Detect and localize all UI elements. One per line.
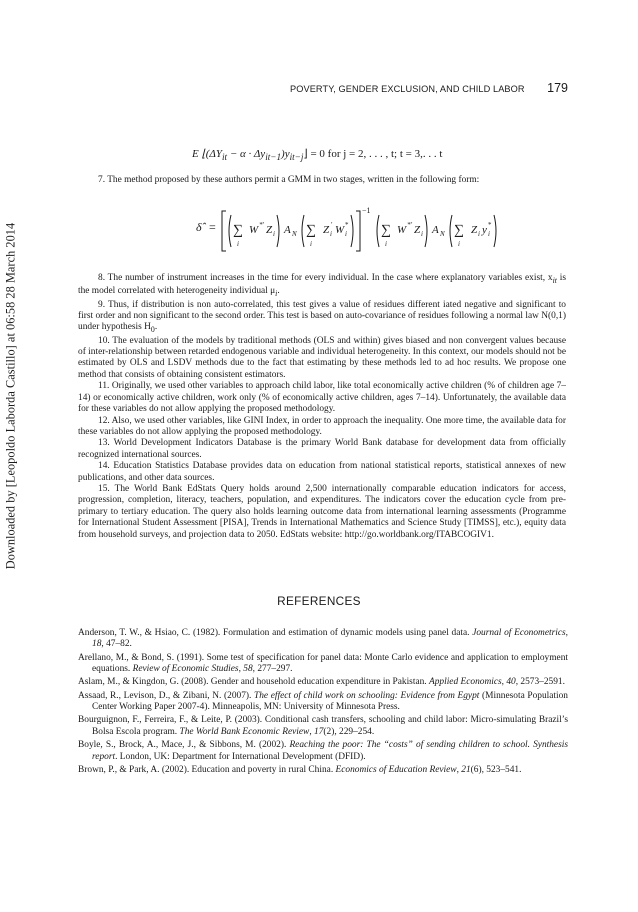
eq2-z2-sub: i: [330, 230, 332, 238]
eq2-inverse-exponent: −1: [362, 206, 371, 215]
ref-pages: (2), 229–254.: [323, 726, 375, 737]
ref-text: ,: [456, 764, 462, 775]
eq2-z4-sub: i: [478, 230, 480, 238]
eq1-lhs: E ⌊(ΔY: [192, 148, 222, 160]
ref-source: The effect of child work on schooling: Evidence from Egypt: [254, 690, 480, 701]
eq2-a2-sub: N: [440, 230, 445, 238]
download-watermark-text: Downloaded by [Leopoldo Laborda Castillo] at 06:58 28 March 2014: [3, 222, 18, 569]
note-8: [78, 273, 566, 300]
eq2-sum-4: ∑: [454, 223, 464, 238]
ref-volume: 18: [92, 639, 102, 650]
ref-text: Boyle, S., Brock, A., Mace, J., & Sibbons, M. (2002).: [78, 740, 290, 751]
note-15: 15. The World Bank EdStats Query holds around 2,500 internationally comparable education indicators for access, progression, completion, literacy, teachers, population, and expenditures. The indicators cover the education cycle from pre-primary to tertiary education. The query also holds learning outcome data from international learning assessments (Programme for International Student Assessment [PISA], Trends in International Mathematics and Science Study [TIMSS], etc.), equity data from household surveys, and projection data to 2050. EdStats website: http://go.worldbank.org/ITABCOGIV1.: [78, 483, 566, 540]
ref-source: The World Bank Economic Review: [179, 726, 310, 737]
ref-volume: 21: [461, 764, 471, 775]
eq2-sum-2: ∑: [306, 223, 316, 238]
eq2-y-sub: i: [488, 230, 490, 238]
note-13: 13. World Development Indicators Database is the primary World Bank database for development data from officially recognized international sources.: [78, 438, 566, 460]
ref-text: Brown, P., & Park, A. (2002). Education and poverty in rural China.: [78, 764, 336, 775]
eq2-sum-2-index: i: [310, 240, 312, 248]
ref-text: Arellano, M., & Bond, S. (1991). Some test of specification for panel data: Monte Carlo evidence and application to employment equations.: [78, 652, 568, 675]
gmm-estimator-equation: [196, 203, 516, 259]
ref-source: Economics of Education Review: [335, 764, 457, 775]
endnotes: [78, 273, 566, 541]
ref-text: ,: [238, 664, 244, 675]
moment-condition-equation: [192, 147, 442, 162]
note-8-text-a: 8. The number of instrument increases in the time for every individual. In the case where explanatory variables exist, x: [98, 273, 553, 283]
ref-pages: , 47–82.: [101, 639, 132, 650]
note-9-sub-0: 0: [150, 325, 155, 335]
eq2-z4: Z: [471, 224, 478, 236]
eq2-z2: Z: [323, 224, 330, 236]
ref-text: Assaad, R., Levison, D., & Zibani, N. (2007).: [78, 690, 254, 701]
ref-source: Journal of Econometrics: [472, 628, 566, 638]
reference-item: [78, 740, 568, 763]
eq2-sum-1-index: i: [237, 240, 239, 248]
eq2-w1-sup: *′: [259, 221, 265, 229]
eq2-a1: A: [284, 224, 291, 236]
eq2-y: y: [482, 224, 487, 236]
eq2-delta-hat: δ̂: [196, 220, 202, 234]
reference-item: [78, 628, 568, 651]
ref-volume: 58: [243, 664, 253, 675]
ref-text: ,: [309, 726, 315, 737]
ref-text: . London, UK: Department for International Development (DFID).: [115, 751, 366, 762]
running-title: POVERTY, GENDER EXCLUSION, AND CHILD LABOR: [290, 84, 525, 94]
eq2-a2: A: [432, 224, 439, 236]
download-watermark: [2, 168, 20, 623]
eq2-sum-3: ∑: [381, 223, 391, 238]
eq2-w3-sup: *′: [407, 221, 413, 229]
reference-list: [78, 628, 568, 778]
note-10: 10. The evaluation of the models by traditional methods (OLS and within) gives biased and non convergent values because of inter-relationship between retarded endogenous variable and individual heterogeneity. In this context, our models should not be estimated by OLS and LSDV methods due to the fact that estimating by these methods led to ad hoc results. We propose one method that consists of obtaining consistent estimators.: [78, 335, 566, 380]
reference-item: [78, 653, 568, 676]
note-8-text-c: .: [277, 286, 280, 297]
eq2-w2-sup: *: [345, 221, 349, 229]
eq2-z3: Z: [414, 224, 421, 236]
eq2-w2: W: [335, 224, 345, 236]
reference-item: [78, 677, 568, 688]
eq2-w2-sub: i: [345, 230, 347, 238]
ref-text: ,: [501, 677, 507, 688]
running-header: [290, 81, 568, 95]
ref-pages: , 277–297.: [252, 664, 293, 675]
note-12: 12. Also, we used other variables, like GINI Index, in order to approach the inequality. One more time, the available data for these variables do not allow applying the proposed methodology.: [78, 415, 566, 437]
note-11: 11. Originally, we used other variables to approach child labor, like total economically active children (% of children age 7–14) or economically active children, work only (% of economically active children, ages 7–14). Unfortunately, the available data for these variables do not allow applying the proposed methodology.: [78, 381, 566, 415]
eq2-z1: Z: [266, 224, 273, 236]
eq2-z3-sub: i: [421, 230, 423, 238]
eq2-z2-sup: ′: [331, 221, 333, 229]
reference-item: [78, 715, 568, 738]
note-9-text-c: .: [154, 322, 158, 333]
ref-text: Aslam, M., & Kingdon, G. (2008). Gender and household education expenditure in Pakistan.: [78, 677, 429, 688]
eq2-sum-4-index: i: [458, 240, 460, 248]
ref-pages: , 2573–2591.: [515, 677, 565, 688]
ref-source: Reaching the poor: The “costs” of sending children to school. Synthesis report: [92, 740, 568, 762]
note-8-sub-it: it: [552, 275, 557, 285]
note-9-text-a: 9. Thus, if distribution is non auto-correlated, this test gives a value of residues different iated negative and significant to first order and non significant to the second order. This test is based on auto-covariance of residues following a normal law N(0,1) under hypothesis H: [78, 299, 566, 333]
eq1-sub-it: it: [222, 152, 228, 163]
ref-source: Review of Economic Studies: [132, 664, 239, 675]
eq2-a1-sub: N: [292, 230, 297, 238]
note-9: [78, 300, 566, 336]
eq1-sub-it1: it−1: [265, 152, 282, 163]
eq2-w1: W: [249, 224, 259, 236]
eq2-w3: W: [397, 224, 407, 236]
ref-source: Applied Economics: [428, 677, 502, 688]
page-number: 179: [547, 81, 568, 95]
reference-item: [78, 765, 568, 776]
eq2-equals: =: [209, 220, 216, 234]
note-14: 14. Education Statistics Database provides data on education from national statistical reports, statistical annexes of new publications, and other data sources.: [78, 461, 566, 483]
reference-item: [78, 691, 568, 714]
ref-pages: (6), 523–541.: [470, 764, 522, 775]
eq2-sum-1: ∑: [233, 223, 243, 238]
eq2-sum-3-index: i: [385, 240, 387, 248]
ref-volume: 40: [506, 677, 516, 688]
eq1-sub-itj: it−j: [289, 152, 304, 163]
eq1-y: )y: [281, 148, 290, 160]
ref-text: Bourguignon, F., Ferreira, F., & Leite, P. (2003). Conditional cash transfers, schooling and child labor: Micro-simulating Brazil’s Bolsa Escola program.: [78, 715, 568, 737]
ref-text: ,: [565, 628, 568, 638]
ref-text: Anderson, T. W., & Hsiao, C. (1982). Formulation and estimation of dynamic models using panel data.: [78, 628, 473, 638]
eq1-mid: − α · Δy: [227, 148, 266, 160]
eq2-z1-sub: i: [273, 230, 275, 238]
ref-volume: 17: [314, 726, 324, 737]
note-8-text-b: is the model correlated with heterogeneity individual μ: [78, 273, 566, 297]
note-7: 7. The method proposed by these authors permit a GMM in two stages, written in the following form:: [98, 175, 480, 185]
references-heading: REFERENCES: [277, 594, 361, 608]
note-8-sub-i: i: [275, 289, 278, 299]
eq2-y-sup: *: [488, 221, 492, 229]
ref-text: (Minnesota Population Center Working Paper 2007-4). Minneapolis, MN: University of Minnesota Press.: [92, 690, 568, 713]
eq1-rhs: ⌋ = 0 for j = 2, . . . , t; t = 3,. . . t: [303, 148, 443, 160]
